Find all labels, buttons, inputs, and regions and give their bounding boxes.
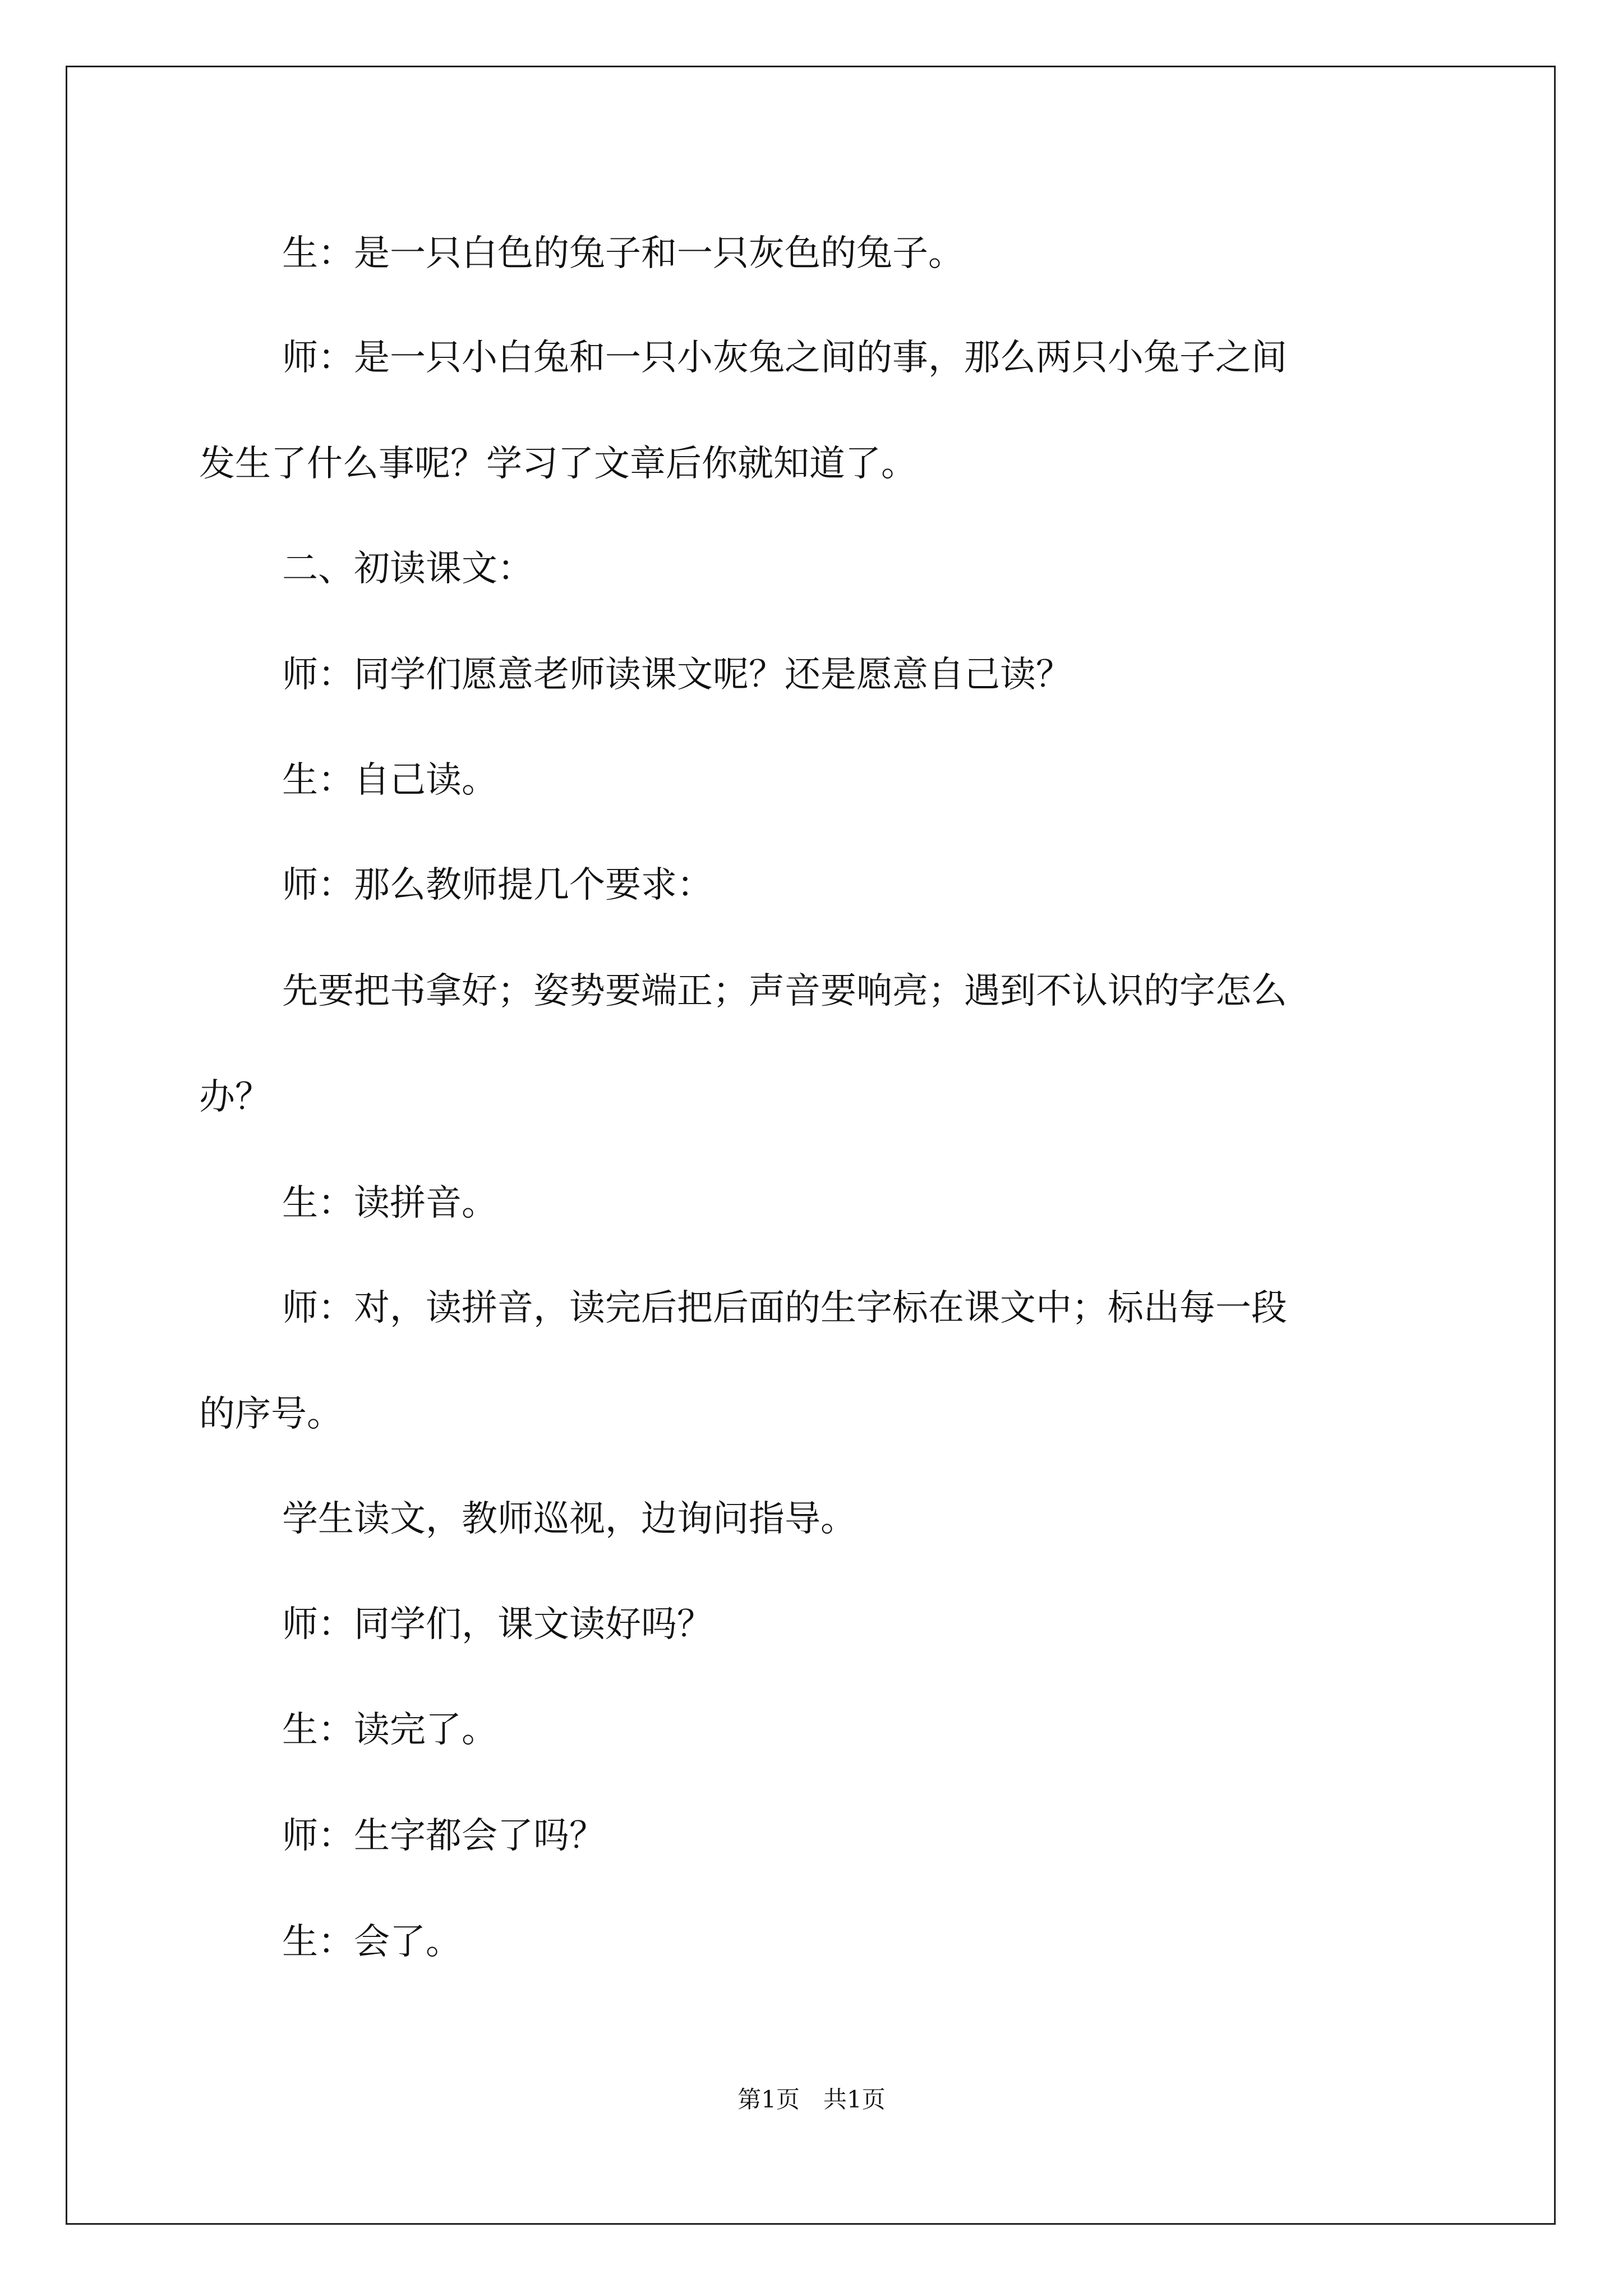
paragraph-line: 学生读文，教师巡视，边询问指导。 — [282, 1498, 856, 1540]
page-footer: 第1页 共1页 — [737, 2086, 886, 2113]
paragraph-line: 生：是一只白色的兔子和一只灰色的兔子。 — [282, 233, 964, 274]
paragraph-line: 生：读拼音。 — [282, 1182, 497, 1224]
paragraph-line: 师：是一只小白兔和一只小灰兔之间的事，那么两只小兔子之间 — [282, 337, 1287, 379]
paragraph-line: 的序号。 — [199, 1393, 343, 1435]
paragraph-line: 发生了什么事呢？学习了文章后你就知道了。 — [199, 443, 917, 485]
paragraph-line: 生：自己读。 — [282, 760, 497, 801]
page-border — [66, 66, 1556, 2225]
paragraph-line: 师：同学们，课文读好吗？ — [282, 1604, 713, 1645]
paragraph-line: 生：读完了。 — [282, 1709, 497, 1751]
paragraph-line: 师：那么教师提几个要求： — [282, 864, 713, 906]
paragraph-line: 师：同学们愿意老师读课文呢？还是愿意自己读？ — [282, 654, 1072, 696]
paragraph-line: 先要把书拿好；姿势要端正；声音要响亮；遇到不认识的字怎么 — [282, 970, 1287, 1012]
paragraph-line: 师：对，读拼音，读完后把后面的生字标在课文中；标出每一段 — [282, 1287, 1287, 1329]
paragraph-line: 师：生字都会了吗？ — [282, 1815, 605, 1857]
paragraph-line: 生：会了。 — [282, 1921, 462, 1963]
section-heading: 二、初读课文： — [282, 548, 533, 590]
paragraph-line: 办？ — [199, 1076, 271, 1118]
